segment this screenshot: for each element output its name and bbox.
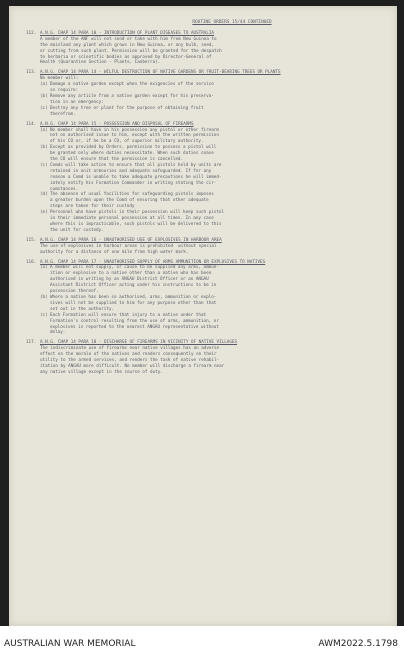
- routine-orders-text: [26, 20, 386, 380]
- sub-paragraph-line: tion in an emergency:: [50, 99, 104, 105]
- sub-paragraph: [40, 145, 386, 163]
- sub-paragraph-line: delay.: [50, 330, 66, 336]
- order-number: 116.: [26, 259, 37, 265]
- order-title: A.N.G. CHAP 14 PARA 10 - INTRODUCTION OF PLANT DISEASES TO AUSTRALIA: [40, 30, 214, 36]
- order-title: A.N.G. CHAP 14 PARA 14 - WILFUL DESTRUCTION OF NATIVE GARDENS OR FRUIT-BEARING TREES OR PLANTS: [40, 70, 281, 76]
- order-text-line: itation by ANGAU more difficult. No member will discharge a firearm near: [40, 363, 225, 369]
- order-text-line: Health (Quarantine Section - Plants, Canberra).: [40, 60, 161, 66]
- order-text-line: or cutting from such plant. Permission will be granted for the despatch: [40, 48, 222, 54]
- sub-paragraph-label: (b): [40, 93, 48, 99]
- order-number: 112.: [26, 30, 37, 36]
- sub-paragraph: [40, 82, 386, 94]
- order-text-line: The use of explosives in harbour areas is prohibited without special: [40, 243, 217, 249]
- sub-paragraph-line: retained in unit armouries and adequate safeguarded. If for any: [50, 168, 212, 174]
- order-title: A.N.G. CHAP 14 PARA 17 - UNAUTHORISED SUPPLY OF ARMS AMMUNITION OR EXPLOSIVES TO NATIVES: [40, 259, 266, 265]
- sub-paragraph-line: the unit for custody.: [50, 227, 104, 233]
- sub-paragraph-line: Each Formation will ensure that injury to a native under that: [50, 312, 207, 318]
- sub-paragraph-line: Assistant District Officer acting under his instructions to be in: [50, 283, 217, 289]
- sub-paragraph-line: reason a Comd is unable to take adequate precautions he will immed-: [50, 174, 222, 180]
- sub-paragraph-line: ition or explosive to a native other than a native who has been: [50, 271, 212, 277]
- sub-paragraph-line: The absence of usual facilities for safeguarding pistols imposes: [50, 192, 214, 198]
- sub-paragraph-label: (c): [40, 162, 48, 168]
- sub-paragraph-line: the CO will ensure that the permission is cancelled.: [50, 157, 184, 163]
- sub-paragraph-line: Except as provided by Orders, permission to possess a pistol will: [50, 145, 217, 151]
- order-title: A.N.G. CHAP 14 PARA 15 - POSSESSION AND DISPOSAL OF FIREARMS: [40, 121, 194, 127]
- order-item: [26, 70, 386, 117]
- archive-footer: [0, 626, 404, 653]
- document-page: [9, 6, 397, 626]
- order-number: 113.: [26, 70, 37, 76]
- sub-paragraph: [40, 94, 386, 106]
- sub-paragraph-text: [50, 128, 386, 146]
- sub-paragraph-text: [50, 94, 386, 106]
- order-body: [40, 238, 386, 256]
- sub-paragraph-text: [50, 210, 386, 234]
- order-body: [40, 340, 386, 375]
- sub-paragraph-line: possession thereof.: [50, 289, 99, 295]
- order-number: 115.: [26, 237, 37, 243]
- sub-paragraph-line: Destroy any tree or plant for the purpose of obtaining fruit: [50, 105, 204, 111]
- order-items: [26, 31, 386, 376]
- order-text-line: any native village except in the course of duty.: [40, 369, 163, 375]
- sub-paragraph-line: be granted only where duties necessitate. When such duties cease: [50, 151, 214, 157]
- accession-number: AWM2022.5.1798: [318, 639, 398, 649]
- order-body: [40, 70, 386, 117]
- sub-paragraph-text: [50, 82, 386, 94]
- sub-paragraph-line: Where a native has been so authorised, arms, ammunition or explo-: [50, 294, 217, 300]
- sub-paragraph-line: not on authorised issue to him, except with the written permission: [50, 133, 219, 139]
- sub-paragraph: [40, 265, 386, 295]
- sub-paragraph: [40, 192, 386, 210]
- sub-paragraph-line: Damage a native garden except when the exigencies of the service: [50, 82, 214, 88]
- sub-paragraph-label: (c): [40, 312, 48, 318]
- sub-paragraph-text: [50, 265, 386, 295]
- sub-paragraph: [40, 128, 386, 146]
- sub-paragraph: [40, 163, 386, 193]
- order-body: [40, 260, 386, 337]
- sub-paragraph-line: of his CO or, if he be a CO, of superior military authority.: [50, 139, 204, 145]
- order-item: [26, 31, 386, 66]
- sub-paragraph: [40, 106, 386, 118]
- order-text-line: A member of the ANF will not send or take with him from New Guinea to: [40, 36, 217, 42]
- sub-paragraph-line: in their immediate personal possession at all times. In any case: [50, 216, 214, 222]
- order-text-line: the mainland any plant which grows in New Guinea, or any bulb, seed,: [40, 42, 214, 48]
- sub-paragraph-label: (a): [40, 265, 48, 271]
- sub-paragraph: [40, 210, 386, 234]
- order-body: [40, 31, 386, 66]
- sub-paragraph-line: where this is impracticable, such pistols will be delivered to this: [50, 222, 222, 227]
- sub-paragraph-line: therefrom.: [50, 111, 76, 117]
- sub-paragraph-line: Personnel who have pistols in their possession will keep such pistol: [50, 210, 224, 216]
- sub-paragraph-label: (a): [40, 82, 48, 88]
- sub-paragraph-line: Comds will take action to ensure that all pistols held by units are: [50, 162, 222, 168]
- sub-paragraph-line: set out in the authority.: [50, 306, 114, 312]
- sub-paragraph: [40, 313, 386, 337]
- sub-paragraph-line: explosives is reported to the nearest ANGAU representative without: [50, 324, 219, 330]
- sub-paragraph-label: (b): [40, 145, 48, 151]
- sub-paragraph-line: a greater burden upon the Comd of ensuring that other adequate: [50, 198, 209, 204]
- sub-paragraph-label: (c): [40, 105, 48, 111]
- sub-paragraph-text: [50, 295, 386, 313]
- sub-paragraph-text: [50, 106, 386, 118]
- order-number: 114.: [26, 121, 37, 127]
- sub-paragraph-line: Formation's control resulting from the use of arms, ammunition, or: [50, 318, 219, 324]
- page-heading: ROUTINE ORDERS 15/44 CONTINUED: [192, 20, 272, 25]
- sub-paragraph-text: [50, 313, 386, 337]
- sub-paragraph-text: [50, 163, 386, 193]
- sub-paragraph-line: sives will not be supplied to him for any purpose other than that: [50, 300, 217, 306]
- order-title: A.N.G. CHAP 14 PARA 18 - DISCHARGE OF FIREARMS IN VICINITY OF NATIVE VILLAGES: [40, 340, 238, 346]
- sub-paragraph-line: cumstances.: [50, 186, 79, 192]
- sub-paragraph-label: (a): [40, 127, 48, 133]
- sub-paragraph-line: A member will not supply, or cause to be supplied any arms, ammun-: [50, 265, 219, 271]
- sub-paragraph-line: so require:: [50, 88, 79, 94]
- order-body: [40, 122, 386, 234]
- sub-paragraph-text: [50, 192, 386, 210]
- sub-paragraph-line: steps are taken for their custody: [50, 204, 135, 210]
- sub-paragraph-line: authorised in writing by an ANGAU District Officer or an ANGAU: [50, 277, 209, 283]
- order-text-line: utility to the armed services, and renders the task of native rehabil-: [40, 358, 220, 364]
- order-number: 117.: [26, 340, 37, 346]
- order-item: [26, 122, 386, 234]
- order-text-line: The indiscriminate use of firearms near native villages has an adverse: [40, 346, 220, 352]
- order-item: [26, 260, 386, 337]
- sub-paragraph-label: (e): [40, 210, 48, 216]
- order-text-line: effect on the morale of the natives and renders consequently on their: [40, 352, 217, 358]
- order-item: [26, 340, 386, 375]
- sub-paragraph-line: No member shall have in his possession any pistol or other firearm: [50, 127, 219, 133]
- order-item: [26, 238, 386, 256]
- sub-paragraph-line: iately notify his Formation Commander in writing stating the cir-: [50, 180, 217, 186]
- sub-paragraph-label: (b): [40, 294, 48, 300]
- order-text-line: authority for a distance of one mile from high water mark.: [40, 249, 189, 255]
- order-text-line: to herbaria or scientific bodies as approved by Director-General of: [40, 54, 212, 60]
- sub-paragraph-label: (d): [40, 192, 48, 198]
- sub-paragraph: [40, 295, 386, 313]
- institution-name: AUSTRALIAN WAR MEMORIAL: [4, 639, 136, 649]
- order-text-line: No member will:: [40, 76, 79, 82]
- sub-paragraph-line: Remove any article from a native garden except for his preserva-: [50, 93, 214, 99]
- order-title: A.N.G. CHAP 14 PARA 16 - UNAUTHORISED USE OF EXPLOSIVES IN HARBOUR AREA: [40, 237, 222, 243]
- sub-paragraph-text: [50, 145, 386, 163]
